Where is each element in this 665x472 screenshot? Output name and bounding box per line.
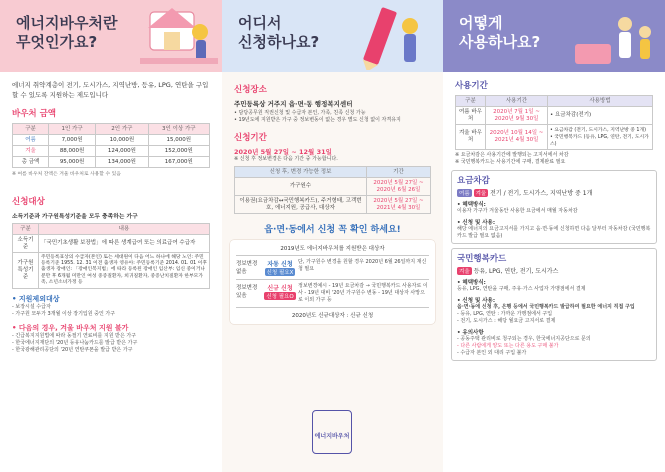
table-row (13, 235, 210, 253)
period-title: 신청기간 (234, 133, 267, 143)
cell: 167,000원 (148, 157, 209, 168)
use-note: ※ 국민행복카드는 사용기간에 구매, 결제완료 필요 (455, 159, 566, 165)
card-apply-text: 읍·면·동에 신청 후, 은행 등에서 국민행복카드 발급하여 필요한 에너지 직접 구입 (457, 304, 635, 310)
deduct-text: 전기 / 전기, 도시가스, 지역난방 중 1개 (490, 190, 593, 197)
card-method-text: 등유, LPG, 연탄을 구매, 주유·가스 사업자 가맹점에서 결제 (457, 286, 586, 292)
amount-table (12, 123, 210, 168)
check-row (236, 280, 429, 308)
check-sub: 신청 필요O (266, 294, 294, 300)
panel-what-is (0, 0, 222, 472)
cell: 소득기준 (13, 235, 39, 253)
table-row (456, 107, 653, 125)
check-label: 정보변경 있음 (236, 285, 258, 299)
card-line-item: - 전기, 도시가스 : 해당 월요금 고지서로 결제 (457, 318, 556, 324)
cell: 2020년 5월 27일 ~ 2020년 6월 26일 (367, 178, 431, 196)
cell: • 요금차감(전기) (548, 107, 653, 125)
period-table (234, 166, 431, 214)
check-tag: 신규 신청 (267, 285, 293, 292)
caution-line: - 수급자 본인 외 대리 구입 불가 (457, 350, 527, 356)
house-illustration (140, 4, 218, 70)
cell: 이용권(요금차감↔국민행복카드), 주거형태, 고객번호, 에너지원, 공급사, 대상자 (235, 196, 367, 214)
cell: 10,000원 (96, 135, 149, 146)
card-method-label: • 혜택방식: (457, 280, 486, 286)
table-row (235, 178, 431, 196)
amount-col-3: 2인 가구 (96, 124, 149, 135)
use-col-1: 구분 (456, 96, 486, 107)
hero-how (443, 0, 665, 72)
cell: 주민등록표상의 수급자(본인) 또는 세대원이 다음 어느 하나에 해당 노인: 주민등록기준 1955. 12. 31 이전 출생자 영유아: 주민등록기준 2014. 01. 01 이후 출생자 장애인: 「장애인복지법」에 따라 등록된 장애인 임산부: 임신 중이거나 분만 후 6개월 미만인 여성 중증질환자, 희귀질환자, 중증난치질환자 한부모가족, 소년소녀가정 등 (39, 253, 210, 289)
exclusion-line: - 보장시설 수급자 (12, 304, 51, 311)
warning-title: • 다음의 경우, 겨울 바우처 지원 불가 (12, 324, 129, 333)
place-bullet: • 담당공무원 직권신청 및 수급자 본인, 가족, 친족 신청 가능 (234, 110, 366, 116)
intro-text: 에너지 취약계층이 전기, 도시가스, 지역난방, 등유, LPG, 연탄을 구입할 수 있도록 지원하는 제도입니다 (12, 81, 209, 99)
cell: • 요금차감 (전기, 도시가스, 지역난방 중 1개) • 국민행복카드 (등유, LPG, 연탄, 전기, 도시가스) (548, 125, 653, 150)
card-tag-winter: 겨울 (459, 269, 470, 275)
cell: 7,000원 (49, 135, 96, 146)
hero-where (222, 0, 443, 72)
use-col-3: 사용방법 (548, 96, 653, 107)
amount-col-1: 구분 (13, 124, 49, 135)
amount-title: 바우처 금액 (12, 109, 57, 119)
cell: 15,000원 (148, 135, 209, 146)
deduct-method-label: • 혜택방식: (457, 202, 486, 208)
pencil-illustration (352, 4, 436, 70)
target-col-1: 구분 (13, 224, 39, 235)
deduct-apply-label: • 신청 및 사용: (457, 220, 496, 226)
check-sub: 신청 필요X (266, 270, 294, 276)
cell: 여름 (13, 135, 49, 146)
check-card (230, 240, 435, 324)
card-apply-label: • 신청 및 사용: (457, 298, 496, 304)
exclusion-line: - 가구원 모두가 3개월 이상 장기입원 중인 가구 (12, 311, 116, 318)
cell: 가구원 특성기준 (13, 253, 39, 289)
card-text: 등유, LPG, 연탄, 전기, 도시가스 (473, 268, 559, 275)
use-col-2: 사용기간 (486, 96, 548, 107)
card-line (457, 266, 651, 275)
card-box (451, 248, 657, 361)
check-tag: 자동 신청 (267, 261, 293, 268)
deduct-box (451, 170, 657, 244)
check-row (236, 256, 429, 280)
cell: 2020년 7월 1일 ~ 2020년 9월 30일 (486, 107, 548, 125)
cell: 88,000원 (49, 146, 96, 157)
check-title: 2019년도 에너지바우처를 지원받은 대상자 (236, 241, 429, 256)
table-row (13, 157, 210, 168)
place-title: 신청장소 (234, 85, 267, 95)
panel-how (443, 0, 665, 472)
cell: 124,000원 (96, 146, 149, 157)
check-text: 단, 가구원수 변경을 원할 경우 2020년 6월 26일까지 재신청 필요 (298, 259, 427, 272)
exclusion-title: • 지원제외대상 (12, 295, 60, 304)
deduct-title: 요금차감 (457, 176, 490, 186)
deduct-tag-winter: 겨울 (475, 191, 487, 197)
check-text: 정보변경예시 - 19년 요금차감 → 국민행복카드 사용자로 이사 - 19년 대비 '20년 가구원수 변동 - 19년 대상자 사망으로 이외 가구 등 (298, 283, 428, 303)
family-illustration (571, 4, 661, 70)
warning-line: - 긴급복지지원법에 따라 동절기 연료비를 지원 받은 가구 (12, 333, 137, 340)
check-banner: 읍·면·동에서 신청 꼭 확인 하세요! (264, 225, 401, 235)
period-main: 2020년 5월 27일 ~ 12월 31일 (234, 148, 332, 156)
energy-voucher-logo: 에너지바우처 (312, 410, 352, 454)
title-what-is: 에너지바우처란 무엇인가요? (16, 14, 118, 51)
card-title: 국민행복카드 (457, 254, 507, 264)
cell: 총 금액 (13, 157, 49, 168)
title-how: 어떻게 사용하나요? (459, 14, 541, 51)
deduct-apply-text: 해당 에너지의 요금고지서를 가지고 읍·면·동에 신청하면 다음 달부터 자동차감 (국민행복카드 발급 필요 없음) (457, 226, 651, 239)
cell: 152,000원 (148, 146, 209, 157)
table-row (13, 135, 210, 146)
check-tag-box (262, 259, 298, 276)
cell: 134,000원 (96, 157, 149, 168)
warning-line: - 한국광해관리공단의 '20년 연탄쿠폰을 발급 받은 가구 (12, 347, 133, 354)
period-col-1: 신청 후, 변경 가능한 정보 (235, 167, 367, 178)
deduct-method-text: 이용자 가구가 겨울동안 사용한 요금에서 매월 자동차감 (457, 208, 578, 214)
caution-line: - 공동주택 관리비로 청구되는 경우, 한국에너지공단으로 문의 (457, 336, 591, 342)
place-main: 주민등록상 거주지 읍·면·동 행정복지센터 (234, 100, 353, 108)
cell: 여름 바우처 (456, 107, 486, 125)
period-col-2: 기간 (367, 167, 431, 178)
cell: 「국민기초생활 보장법」에 따른 생계급여 또는 의료급여 수급자 (39, 235, 210, 253)
target-intro: 소득기준과 가구원특성기준을 모두 충족하는 가구 (12, 214, 138, 220)
card-line-item: - 등유, LPG, 연탄 : 가까운 가맹점에서 구입 (457, 311, 553, 317)
hero-what-is (0, 0, 222, 72)
target-col-2: 내용 (39, 224, 210, 235)
title-where: 어디서 신청하나요? (238, 14, 320, 51)
deduct-tag-summer: 여름 (459, 191, 470, 197)
period-note: ※ 신청 후 정보변경은 다음 기간 중 가능합니다. (234, 156, 338, 162)
use-table (455, 95, 653, 150)
check-label: 정보변경 없음 (236, 261, 258, 275)
cell: 가구원수 (235, 178, 367, 196)
deduct-line (457, 188, 651, 197)
amount-note: ※ 여름 바우처 잔액은 겨울 바우처로 사용할 수 있음 (12, 172, 121, 177)
target-title: 신청대상 (12, 197, 45, 207)
use-period-title: 사용기간 (455, 81, 488, 91)
place-bullet: • 19년도에 지원받은 가구 중 정보변동이 없는 경우 별도 신청 없이 자격유지 (234, 117, 401, 123)
panel-where (222, 0, 443, 472)
cell: 2020년 5월 27일 ~ 2021년 4월 30일 (367, 196, 431, 214)
use-note: ※ 요금차감은 사용기간에 발행되는 고지서에서 차감 (455, 152, 569, 158)
cell: 겨울 바우처 (456, 125, 486, 150)
caution-title: • 유의사항 (457, 330, 484, 336)
table-row (456, 125, 653, 150)
caution-line: - 다른 사람에게 양도 또는 다른 용도 구매 불가 (457, 343, 559, 349)
table-row (13, 146, 210, 157)
cell: 2020년 10월 14일 ~ 2021년 4월 30일 (486, 125, 548, 150)
table-row (13, 253, 210, 289)
check-tag-box (262, 283, 298, 304)
target-table (12, 223, 210, 289)
cell: 겨울 (13, 146, 49, 157)
table-row (235, 196, 431, 214)
cell: 95,000원 (49, 157, 96, 168)
warning-line: - 한국에너지재단의 '20년 등유나눔카드를 발급 받은 가구 (12, 340, 138, 347)
amount-col-2: 1인 가구 (49, 124, 96, 135)
check-footer: 2020년도 신규대상자 : 신규 신청 (291, 313, 374, 319)
amount-col-4: 3인 이상 가구 (148, 124, 209, 135)
